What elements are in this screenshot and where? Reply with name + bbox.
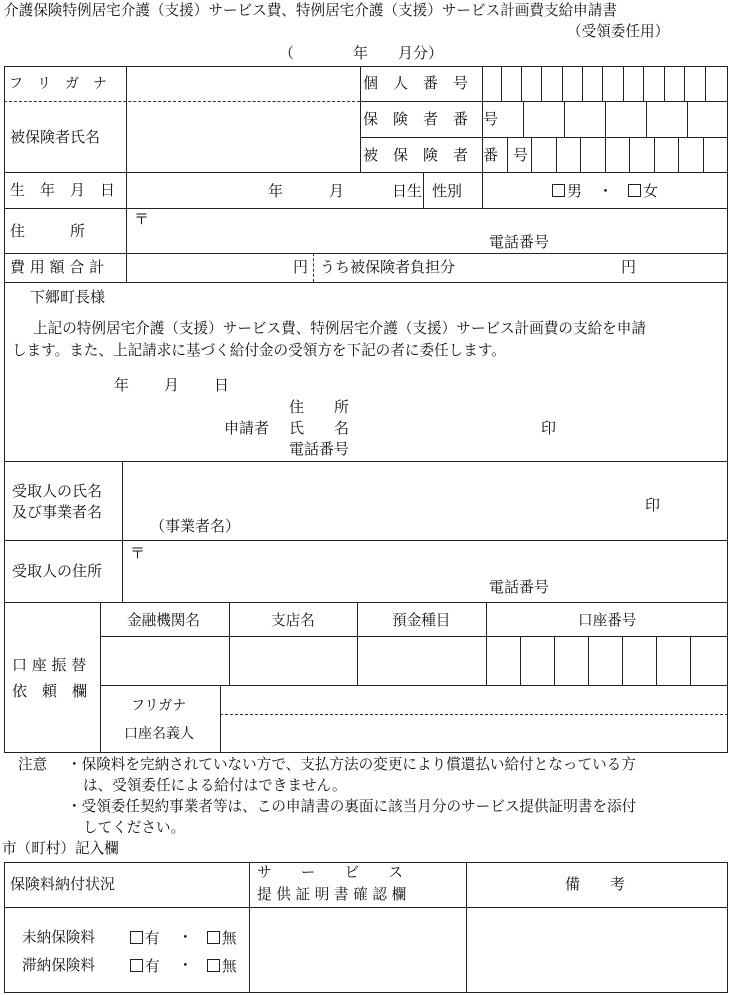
- overdue-no-option[interactable]: 無: [207, 959, 237, 975]
- note-1-line2: は、受領委任による給付はできません。: [83, 777, 347, 794]
- note-2-line1: ・受領委任契約事業者等は、この申請書の裏面に該当月分のサービス提供証明書を添付: [67, 798, 637, 815]
- service-cert-label-1: サ ー ビ ス: [257, 864, 403, 881]
- period-open: （: [279, 44, 295, 62]
- account-number-field[interactable]: [488, 638, 726, 684]
- sex-female-option[interactable]: 女: [628, 184, 658, 199]
- applicant-name-label: 氏 名: [289, 419, 350, 437]
- hihokensha-bango-label: 被 保 険 者 番 号: [363, 146, 529, 164]
- furigana-field[interactable]: [128, 68, 358, 100]
- insured-name-label: 被保険者氏名: [10, 128, 101, 146]
- remarks-field[interactable]: [468, 909, 726, 991]
- bank-name-field[interactable]: [102, 638, 228, 684]
- address-phone-label: 電話番号: [489, 233, 550, 251]
- insured-name-field[interactable]: [128, 103, 358, 171]
- birth-year-unit: 年: [268, 182, 284, 200]
- col-bank-name: 金融機関名: [127, 612, 200, 629]
- remarks-label: 備 考: [565, 875, 626, 893]
- request-date-day: 日: [214, 376, 230, 394]
- applicant-seal: 印: [541, 419, 557, 437]
- receiver-name-label-2: 及び事業者名: [12, 503, 103, 521]
- account-holder-field[interactable]: [222, 716, 726, 752]
- notes-label: 注意: [18, 756, 48, 773]
- request-date-month: 月: [164, 376, 180, 394]
- overdue-dot: ・: [178, 957, 193, 974]
- male-checkbox[interactable]: [552, 184, 565, 197]
- sex-male-option[interactable]: 男: [552, 184, 582, 199]
- note-2-line2: してください。: [83, 819, 186, 836]
- account-holder-label: 口座名義人: [124, 726, 194, 742]
- unpaid-dot: ・: [178, 929, 193, 946]
- insured-burden-label: うち被保険者負担分: [320, 258, 456, 276]
- receiver-name-field[interactable]: [124, 463, 726, 539]
- unpaid-yes-checkbox[interactable]: [130, 931, 143, 944]
- service-cert-label-2: 提 供 証 明 書 確 認 欄: [257, 886, 407, 903]
- deposit-type-field[interactable]: [359, 638, 485, 684]
- overdue-no-checkbox[interactable]: [207, 959, 220, 972]
- city-section-label: 市（町村）記入欄: [2, 840, 119, 857]
- addressee: 下郷町長様: [30, 288, 106, 306]
- period-month: 月分）: [398, 44, 444, 62]
- request-text-line2: します。また、上記請求に基づく給付金の受領方を下記の者に委任します。: [12, 342, 506, 359]
- unpaid-no-checkbox[interactable]: [207, 931, 220, 944]
- female-checkbox[interactable]: [628, 184, 641, 197]
- payment-status-label: 保険料納付状況: [10, 875, 116, 893]
- note-1-line1: ・保険料を完納されていない方で、支払方法の変更により償還払い給付となっている方: [67, 756, 636, 773]
- receiver-postal-mark: 〒: [130, 544, 146, 562]
- overdue-label: 滞納保険料: [22, 957, 95, 974]
- sex-label: 性別: [432, 182, 463, 200]
- form-subtitle: （受領委任用）: [567, 23, 670, 40]
- bank-label-1: 口 座 振 替: [12, 656, 87, 674]
- period-year: 年: [353, 44, 369, 62]
- furigana-label: フ リ ガ ナ: [9, 76, 107, 92]
- holder-furigana-label: フリガナ: [131, 698, 187, 714]
- receiver-address-label: 受取人の住所: [12, 562, 103, 580]
- receiver-seal: 印: [645, 496, 661, 514]
- receiver-name-label-1: 受取人の氏名: [12, 482, 103, 500]
- applicant-label: 申請者: [224, 419, 270, 437]
- unpaid-no-option[interactable]: 無: [207, 931, 237, 947]
- unpaid-yes-option[interactable]: 有: [130, 931, 160, 947]
- receiver-company-label: （事業者名）: [150, 517, 241, 535]
- overdue-yes-checkbox[interactable]: [130, 959, 143, 972]
- birth-date-label: 生 年 月 日: [10, 181, 116, 199]
- branch-name-field[interactable]: [231, 638, 356, 684]
- cost-total-label: 費 用 額 合 計: [10, 258, 105, 276]
- address-field[interactable]: [128, 210, 726, 252]
- kojin-bango-label: 個 人 番 号: [363, 74, 469, 92]
- service-cert-field[interactable]: [251, 909, 464, 991]
- unpaid-label: 未納保険料: [22, 929, 95, 946]
- postal-mark: 〒: [134, 210, 150, 228]
- request-text-line1: 上記の特例居宅介護（支援）サービス費、特例居宅介護（支援）サービス計画費の支給を申請: [33, 320, 646, 337]
- burden-yen-unit: 円: [621, 258, 637, 276]
- birth-month-unit: 月: [329, 182, 345, 200]
- col-account-number: 口座番号: [578, 612, 637, 629]
- col-deposit-type: 預金種目: [392, 612, 451, 629]
- birth-day-unit: 日生: [392, 182, 423, 200]
- hokensha-bango-label: 保 険 者 番 号: [363, 110, 499, 128]
- overdue-yes-option[interactable]: 有: [130, 959, 160, 975]
- col-branch-name: 支店名: [271, 612, 315, 629]
- bank-label-2: 依 頼 欄: [12, 682, 88, 700]
- applicant-phone-label: 電話番号: [289, 440, 350, 458]
- form-title: 介護保険特例居宅介護（支援）サービス費、特例居宅介護（支援）サービス計画費支給申請書: [4, 2, 617, 19]
- sex-dot: ・: [598, 182, 614, 200]
- receiver-address-field[interactable]: [124, 542, 726, 601]
- request-date-year: 年: [114, 376, 130, 394]
- applicant-address-label: 住 所: [289, 398, 350, 416]
- receiver-phone-label: 電話番号: [489, 578, 550, 596]
- address-label: 住 所: [10, 222, 86, 240]
- cost-yen-unit: 円: [293, 258, 309, 276]
